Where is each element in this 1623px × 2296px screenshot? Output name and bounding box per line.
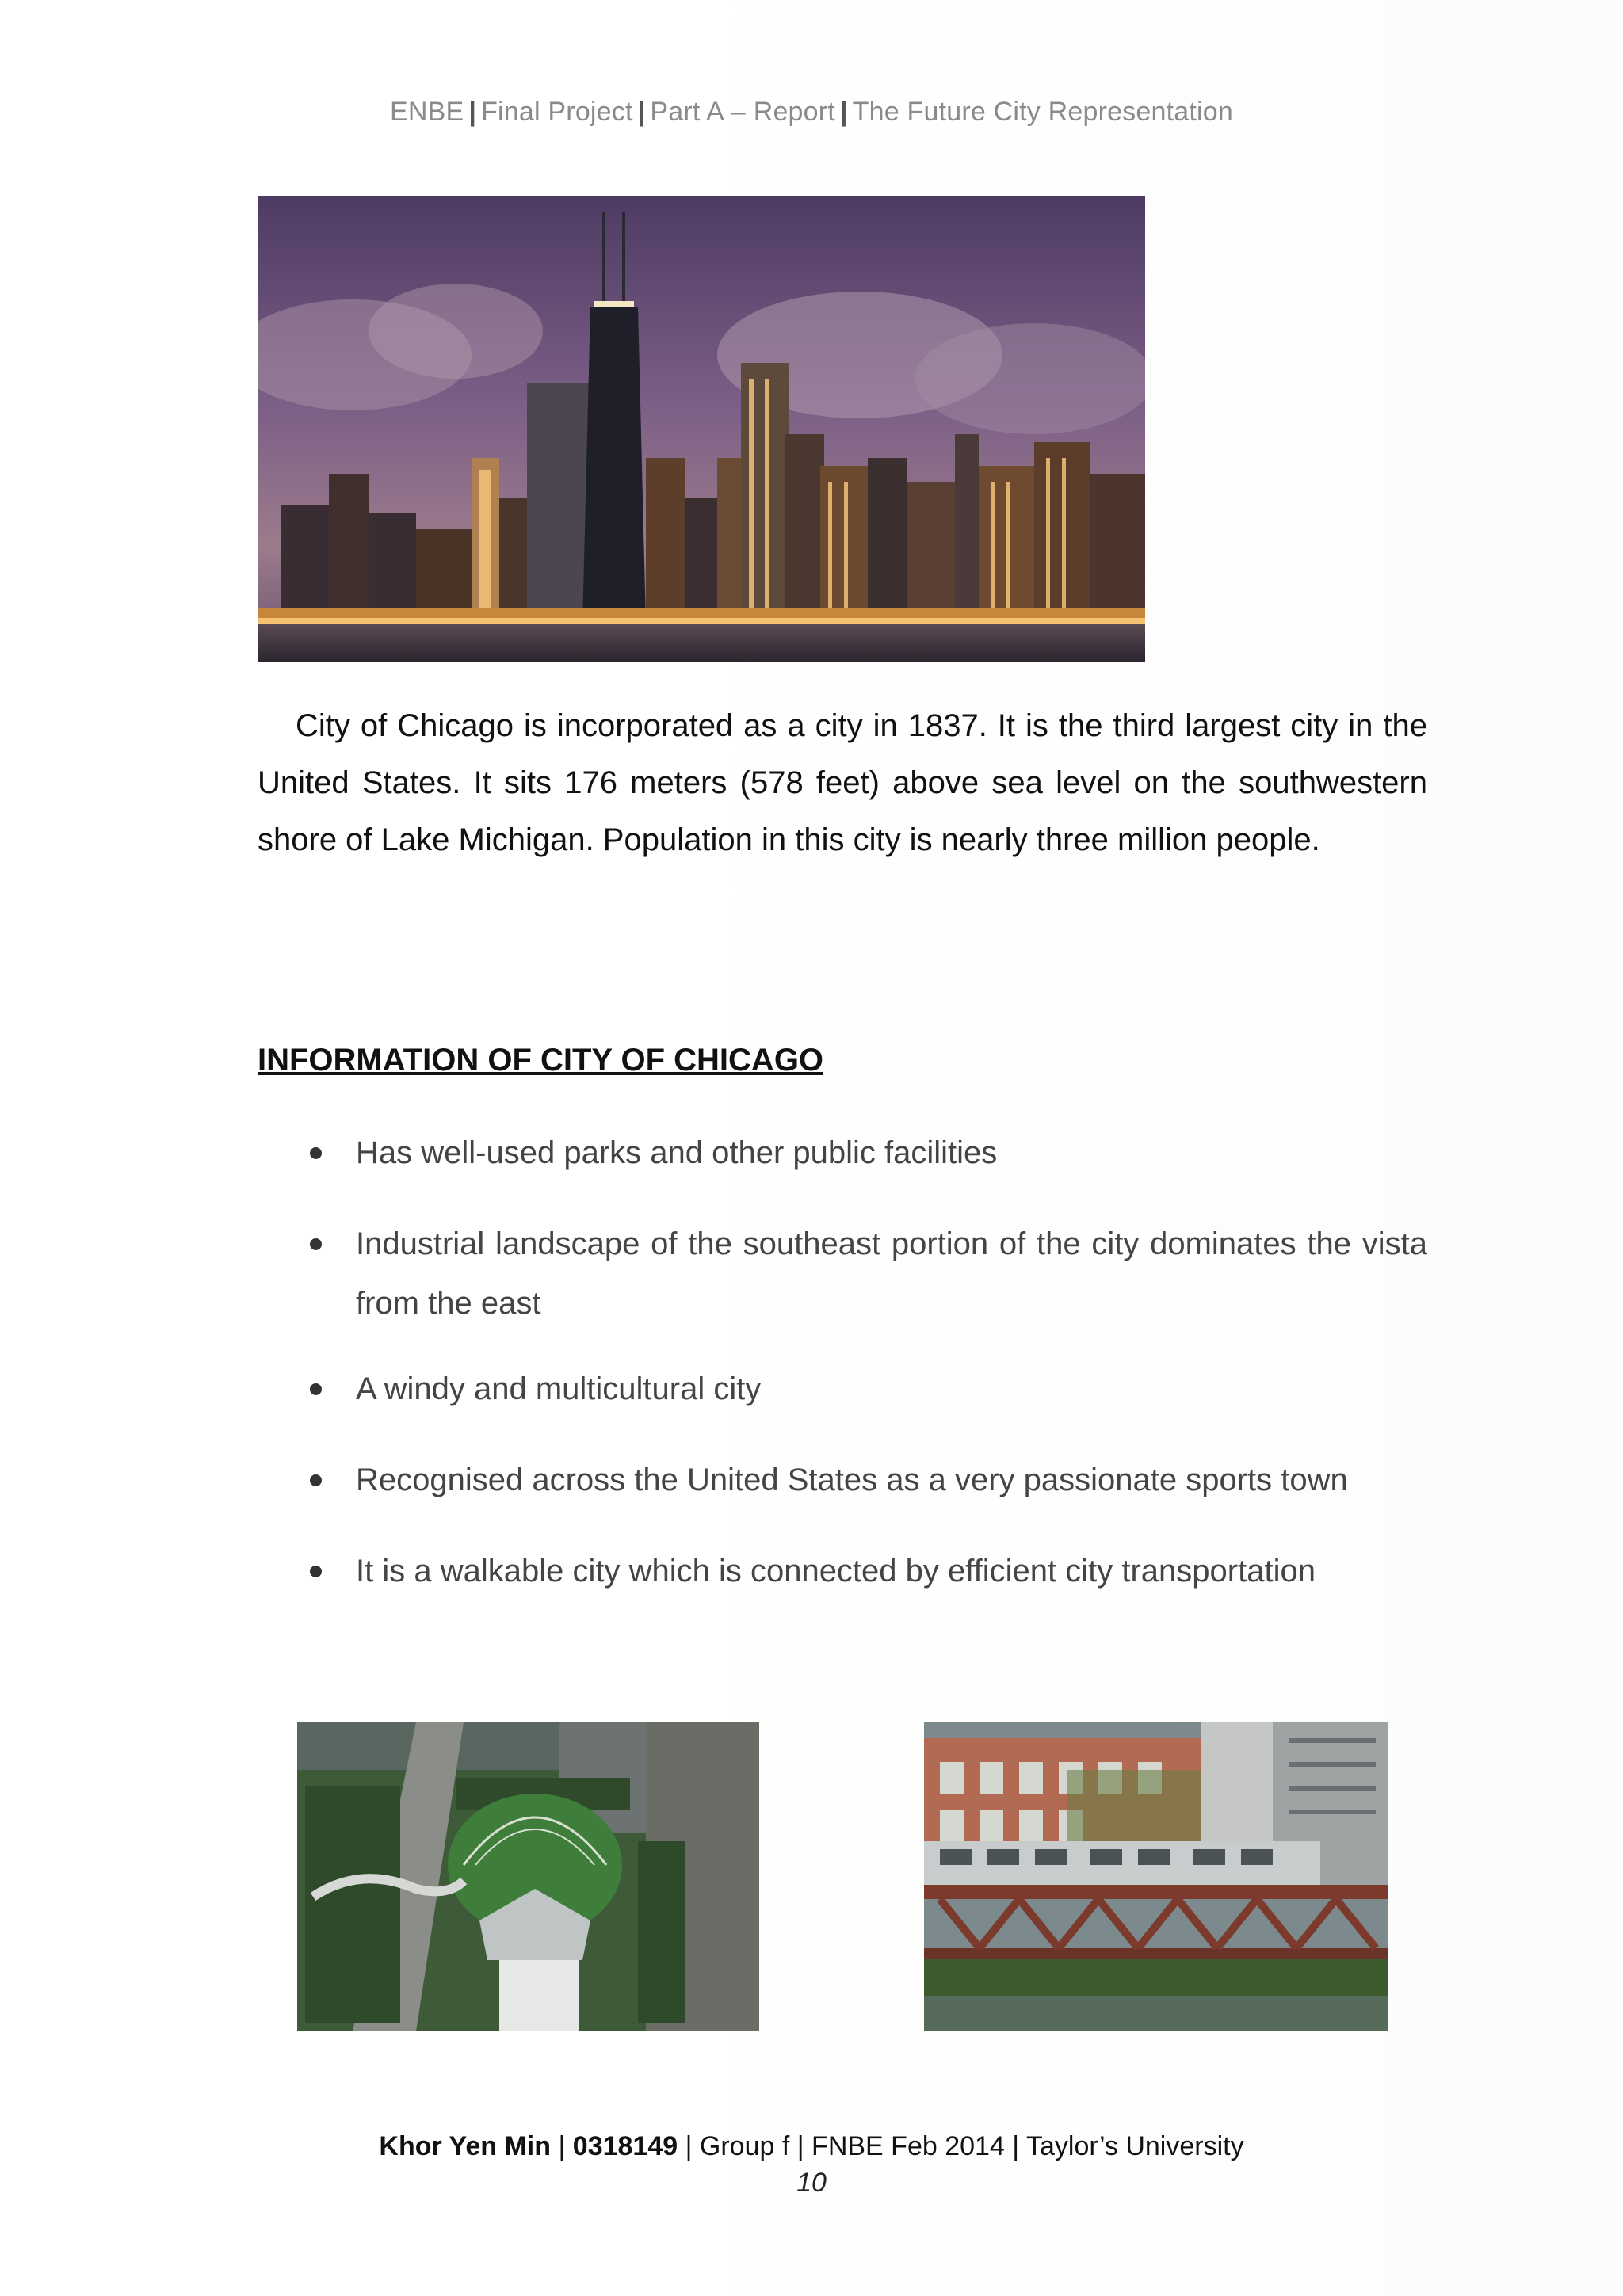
list-item-text: Industrial landscape of the southeast portion of the city dominates the vista from the east xyxy=(356,1226,1427,1321)
bullet-icon xyxy=(310,1238,322,1250)
list-item-text: It is a walkable city which is connected by efficient city transportation xyxy=(356,1554,1316,1589)
footer-separator: | xyxy=(558,2131,566,2161)
header-separator: | xyxy=(839,97,848,127)
bullet-icon xyxy=(310,1147,322,1159)
header-project: Final Project xyxy=(481,97,633,127)
bullet-icon xyxy=(310,1474,322,1486)
page-footer xyxy=(0,2131,1623,2162)
header-title: The Future City Representation xyxy=(852,97,1234,127)
bullet-icon xyxy=(310,1383,322,1395)
header-separator: | xyxy=(468,97,477,127)
footer-student-id: 0318149 xyxy=(572,2131,678,2161)
footer-separator: | xyxy=(685,2131,693,2161)
footer-university: Taylor’s University xyxy=(1025,2131,1244,2161)
list-item xyxy=(258,1542,1427,1601)
section-heading: INFORMATION OF CITY OF CHICAGO xyxy=(258,1043,824,1077)
header-course: ENBE xyxy=(389,97,464,127)
page-number: 10 xyxy=(796,2168,827,2198)
intro-paragraph: City of Chicago is incorporated as a city in 1837. It is the third largest city in the United States. It sits 176 meters (578 feet) above sea level on the southwestern shore of Lake Michigan. Population in this city is nearly three million people. xyxy=(258,708,1427,857)
information-list xyxy=(258,1123,1427,1633)
list-item xyxy=(258,1215,1427,1333)
header-part: Part A – Report xyxy=(650,97,835,127)
footer-separator: | xyxy=(796,2131,804,2161)
park-aerial-image xyxy=(297,1722,759,2031)
list-item xyxy=(258,1451,1427,1510)
header-separator: | xyxy=(637,97,646,127)
page-header xyxy=(0,97,1623,128)
list-item xyxy=(258,1123,1427,1183)
list-item xyxy=(258,1360,1427,1419)
footer-program: FNBE Feb 2014 xyxy=(812,2131,1005,2161)
footer-author-name: Khor Yen Min xyxy=(379,2131,552,2161)
chicago-skyline-image xyxy=(258,196,1145,662)
list-item-text: Has well-used parks and other public facilities xyxy=(356,1135,998,1170)
elevated-train-image xyxy=(924,1722,1388,2031)
list-item-text: Recognised across the United States as a very passionate sports town xyxy=(356,1463,1348,1497)
bullet-icon xyxy=(310,1566,322,1577)
footer-group: Group f xyxy=(699,2131,790,2161)
footer-separator: | xyxy=(1012,2131,1020,2161)
list-item-text: A windy and multicultural city xyxy=(356,1371,762,1406)
